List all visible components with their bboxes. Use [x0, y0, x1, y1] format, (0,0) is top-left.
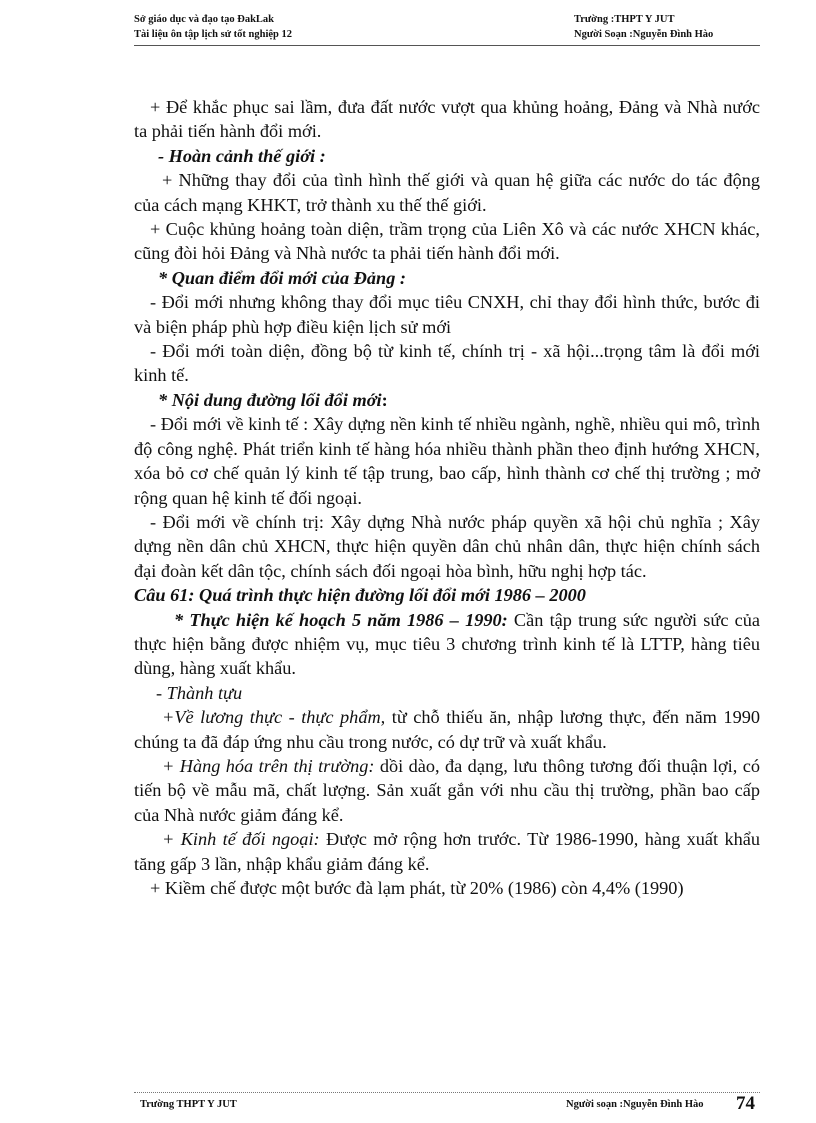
paragraph-goods	[134, 754, 760, 827]
paragraph-plan	[134, 608, 760, 681]
page-number: 74	[736, 1093, 755, 1114]
paragraph: + Những thay đổi của tình hình thế giới và quan hệ giữa các nước do tác động của cách mạng KHKT, trở thành xu thế thế giới.	[134, 170, 760, 215]
heading-renovation-content	[134, 388, 760, 412]
header-department: Sở giáo dục và đạo tạo ĐakLak	[134, 14, 275, 25]
header-doc-title: Tài liệu ôn tập lịch sử tốt nghiệp 12	[134, 29, 292, 40]
paragraph-foreign-economy	[134, 827, 760, 876]
header-divider	[134, 45, 760, 46]
paragraph: - Đổi mới nhưng không thay đổi mục tiêu CNXH, chỉ thay đổi hình thức, bước đi và biện pháp phù hợp điều kiện lịch sử mới	[134, 292, 760, 337]
heading-party-view	[134, 266, 760, 290]
heading-text: * Quan điểm đổi mới của Đảng :	[158, 267, 406, 288]
heading-text: - Hoàn cảnh thế giới :	[158, 145, 326, 166]
plan-text: Cần tập trung sức người sức của thực hiện bằng được nhiệm vụ, mục tiêu 3 chương trình kinh tế là LTTP, hàng tiêu dùng, hàng xuất khẩu.	[134, 609, 760, 679]
paragraph-food	[134, 705, 760, 754]
paragraph: + Kiềm chế được một bước đà lạm phát, từ 20% (1986) còn 4,4% (1990)	[150, 878, 684, 898]
item-text: Được mở rộng hơn trước. Từ 1986-1990, hàng xuất khẩu tăng gấp 3 lần, nhập khẩu giảm đáng kể.	[134, 829, 760, 874]
item-label: + Kinh tế đối ngoại:	[162, 829, 320, 850]
header-author: Người Soạn :Nguyễn Đình Hào	[574, 29, 714, 40]
paragraph: - Đổi mới về chính trị: Xây dựng Nhà nước pháp quyền xã hội chủ nghĩa ; Xây dựng nền dân chủ XHCN, thực hiện quyền dân chủ nhân dân, thực hiện chính sách đại đoàn kết dân tộc, chính sách đối ngoại hòa bình, hữu nghị hợp tác.	[134, 511, 760, 581]
heading-text: * Nội dung đường lối đổi mới	[158, 389, 382, 410]
paragraph: + Để khắc phục sai lầm, đưa đất nước vượt qua khủng hoảng, Đảng và Nhà nước ta phải tiến hành đổi mới.	[134, 97, 760, 142]
heading-world-context	[134, 144, 760, 168]
item-text: dồi dào, đa dạng, lưu thông tương đối thuận lợi, có tiến bộ về mẫu mã, chất lượng. Sản xuất gắn với nhu cầu thị trường, phần bao cấp của Nhà nước giảm đáng kể.	[134, 755, 760, 825]
heading-colon: :	[381, 389, 388, 410]
page-body	[134, 95, 760, 900]
plan-heading: * Thực hiện kế hoạch 5 năm 1986 – 1990:	[174, 609, 508, 630]
item-label: +Về lương thực - thực phẩm,	[162, 707, 386, 728]
item-text: từ chỗ thiếu ăn, nhập lương thực, đến năm 1990 chúng ta đã đáp ứng nhu cầu trong nước, có dự trữ và xuất khẩu.	[134, 707, 760, 752]
footer-divider	[134, 1092, 760, 1093]
header-school: Trường :THPT Y JUT	[574, 14, 675, 25]
paragraph: + Cuộc khủng hoảng toàn diện, trầm trọng của Liên Xô và các nước XHCN khác, cũng đòi hỏi Đảng và Nhà nước ta phải tiến hành đổi mới.	[134, 219, 760, 264]
heading-achievements	[134, 681, 760, 705]
header-right	[574, 12, 713, 42]
paragraph: - Đổi mới toàn diện, đồng bộ từ kinh tế, chính trị - xã hội...trọng tâm là đổi mới kinh tế.	[134, 341, 760, 386]
footer-school: Trường THPT Y JUT	[140, 1099, 237, 1110]
paragraph: - Đổi mới về kinh tế : Xây dựng nền kinh tế nhiều ngành, nghề, nhiều qui mô, trình độ công nghệ. Phát triển kinh tế hàng hóa nhiều thành phần theo định hướng XHCN, xóa bỏ cơ chế quản lý kinh tế tập trung, bao cấp, hình thành cơ chế thị trường ; mở rộng quan hệ kinh tế đối ngoại.	[134, 414, 760, 508]
footer-author: Người soạn :Nguyễn Đình Hào	[566, 1099, 704, 1110]
header-left	[134, 12, 292, 42]
item-label: + Hàng hóa trên thị trường:	[162, 755, 375, 776]
question-heading: Câu 61: Quá trình thực hiện đường lối đổi mới 1986 – 2000	[134, 585, 586, 606]
heading-text: - Thành tựu	[156, 682, 243, 703]
